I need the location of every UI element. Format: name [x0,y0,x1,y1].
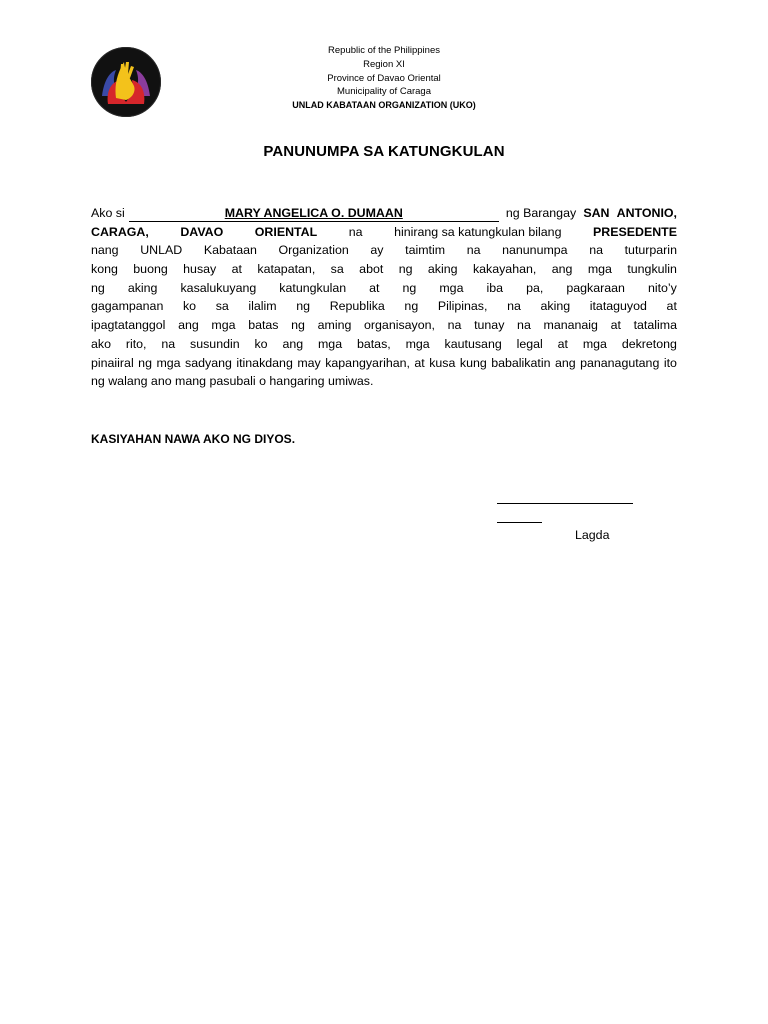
oath-word: at [610,318,621,333]
oath-word: UNLAD [140,243,183,258]
oath-word: Pilipinas, [437,299,488,314]
oath-line [91,335,677,354]
oath-word: katungkulan [279,280,347,295]
oath-word: na [589,243,603,258]
oath-word: pinaiiral [91,355,134,370]
oath-word: rito, [125,336,147,351]
oath-word: ng Barangay [505,206,577,220]
oath-line [91,260,677,279]
oath-word: nito’y [647,280,677,295]
oath-word: nanunumpa [502,243,568,258]
oath-word: ng [398,262,413,277]
oath-word: itataguyod [589,299,647,314]
oath-word: mga [405,336,430,351]
oath-word: aking [427,262,458,277]
oath-word: ng [291,318,305,333]
oath-word: ako [91,336,111,351]
name-field: MARY ANGELICA O. DUMAAN [129,206,499,222]
oath-word: mananaig [543,318,598,333]
oath-word: mga [156,355,181,370]
oath-word: ilalim [248,299,277,314]
oath-word: na [348,224,363,239]
oath-word: gagampanan [91,299,164,314]
header-line: Region XI [363,58,405,70]
oath-word: pa, [526,280,544,295]
oath-word: ang [551,262,573,277]
oath-line [91,297,677,316]
oath-word: at [557,336,568,351]
oath-line [91,354,677,373]
oath-word: itinakdang [236,355,293,370]
oath-word: ng [404,299,419,314]
oath-word: babalikatin [491,355,551,370]
oath-word: kung [459,355,487,370]
oath-word: mga [587,262,612,277]
signature-line [497,503,633,504]
oath-word: Organization [278,243,349,258]
oath-word: ito [663,355,677,370]
oath-line [91,279,677,298]
oath-word: ko [254,336,268,351]
oath-word: kusa [429,355,456,370]
oath-word: kakayahan, [472,262,537,277]
oath-word: kong [91,262,118,277]
oath-word: hinirang sa katungkulan bilang [394,224,562,239]
organization-logo [90,46,162,118]
oath-word: pagkaraan [566,280,625,295]
closing-statement: KASIYAHAN NAWA AKO NG DIYOS. [91,432,296,446]
oath-word: mga [582,336,607,351]
oath-word: ay [370,243,384,258]
oath-word: at [414,355,425,370]
oath-word: susundin [190,336,240,351]
oath-word: tuturparin [624,243,677,258]
oath-word: aking [540,299,571,314]
oath-word: ng [296,299,311,314]
oath-word: mga [211,318,236,333]
oath-word: nang [91,243,119,258]
oath-word: sadyang [185,355,232,370]
oath-word: na [161,336,176,351]
oath-word: abot [359,262,384,277]
document-title: PANUNUMPA SA KATUNGKULAN [263,143,505,160]
oath-line [91,223,677,242]
oath-word: ng [402,280,417,295]
oath-word: na [507,299,521,314]
oath-word: sa [330,262,344,277]
oath-line [91,372,677,391]
oath-word: ang [178,318,199,333]
oath-word: ang [554,355,576,370]
oath-word: at [231,262,242,277]
oath-word: taimtim [405,243,446,258]
header-line: Municipality of Caraga [337,86,431,98]
oath-word: aking [127,280,158,295]
document-header [234,44,534,113]
oath-word: na [447,318,462,333]
organization-name: UNLAD KABATAAN ORGANIZATION (UKO) [292,100,476,111]
oath-word: pananagutang [580,355,660,370]
oath-word: mga [317,336,343,351]
oath-word: Kabataan [203,243,257,258]
oath-word: ang [282,336,304,351]
oath-word: kautusang [444,336,502,351]
oath-word: ORIENTAL [254,224,318,239]
oath-word: ko [182,299,197,314]
oath-word: ng [138,355,152,370]
oath-line [91,316,677,335]
oath-word: na [466,243,481,258]
oath-word: tatalima [633,318,677,333]
oath-word: ng [91,280,105,295]
oath-word: ipagtatanggol [91,318,166,333]
header-line: Province of Davao Oriental [327,72,441,84]
oath-word: at [666,299,677,314]
oath-word: SAN [583,206,610,220]
header-line: Republic of the Philippines [328,45,440,56]
oath-word: katapatan, [257,262,316,277]
oath-word: batas, [356,336,391,351]
oath-word: tunay [474,318,505,333]
oath-word: Ako si [91,206,125,220]
oath-word: legal [516,336,543,351]
oath-word: dekretong [621,336,677,351]
oath-word: sa [215,299,229,314]
oath-word: mga [439,280,464,295]
oath-word: batas [248,318,279,333]
oath-word: at [369,280,380,295]
oath-word: aming [317,318,352,333]
oath-word: PRESEDENTE [593,224,677,239]
oath-word: ANTONIO, [616,206,677,220]
oath-text: ng walang ano mang pasubali o hangaring umiwas. [91,374,374,389]
oath-word: na [517,318,531,333]
oath-word: kapangyarihan, [325,355,410,370]
oath-word: CARAGA, [91,224,149,239]
oath-word: kasalukuyang [180,280,257,295]
oath-word: tungkulin [627,262,677,277]
oath-word: may [297,355,321,370]
oath-line [91,204,677,223]
oath-word: organisayon, [364,318,435,333]
oath-word: Republika [329,299,385,314]
signature-label: Lagda [575,528,610,542]
oath-word: buong [133,262,168,277]
oath-word: husay [183,262,217,277]
oath-line [91,241,677,260]
oath-word: iba [486,280,504,295]
oath-paragraph [91,204,677,391]
oath-word: DAVAO [180,224,224,239]
signature-line [497,522,542,523]
